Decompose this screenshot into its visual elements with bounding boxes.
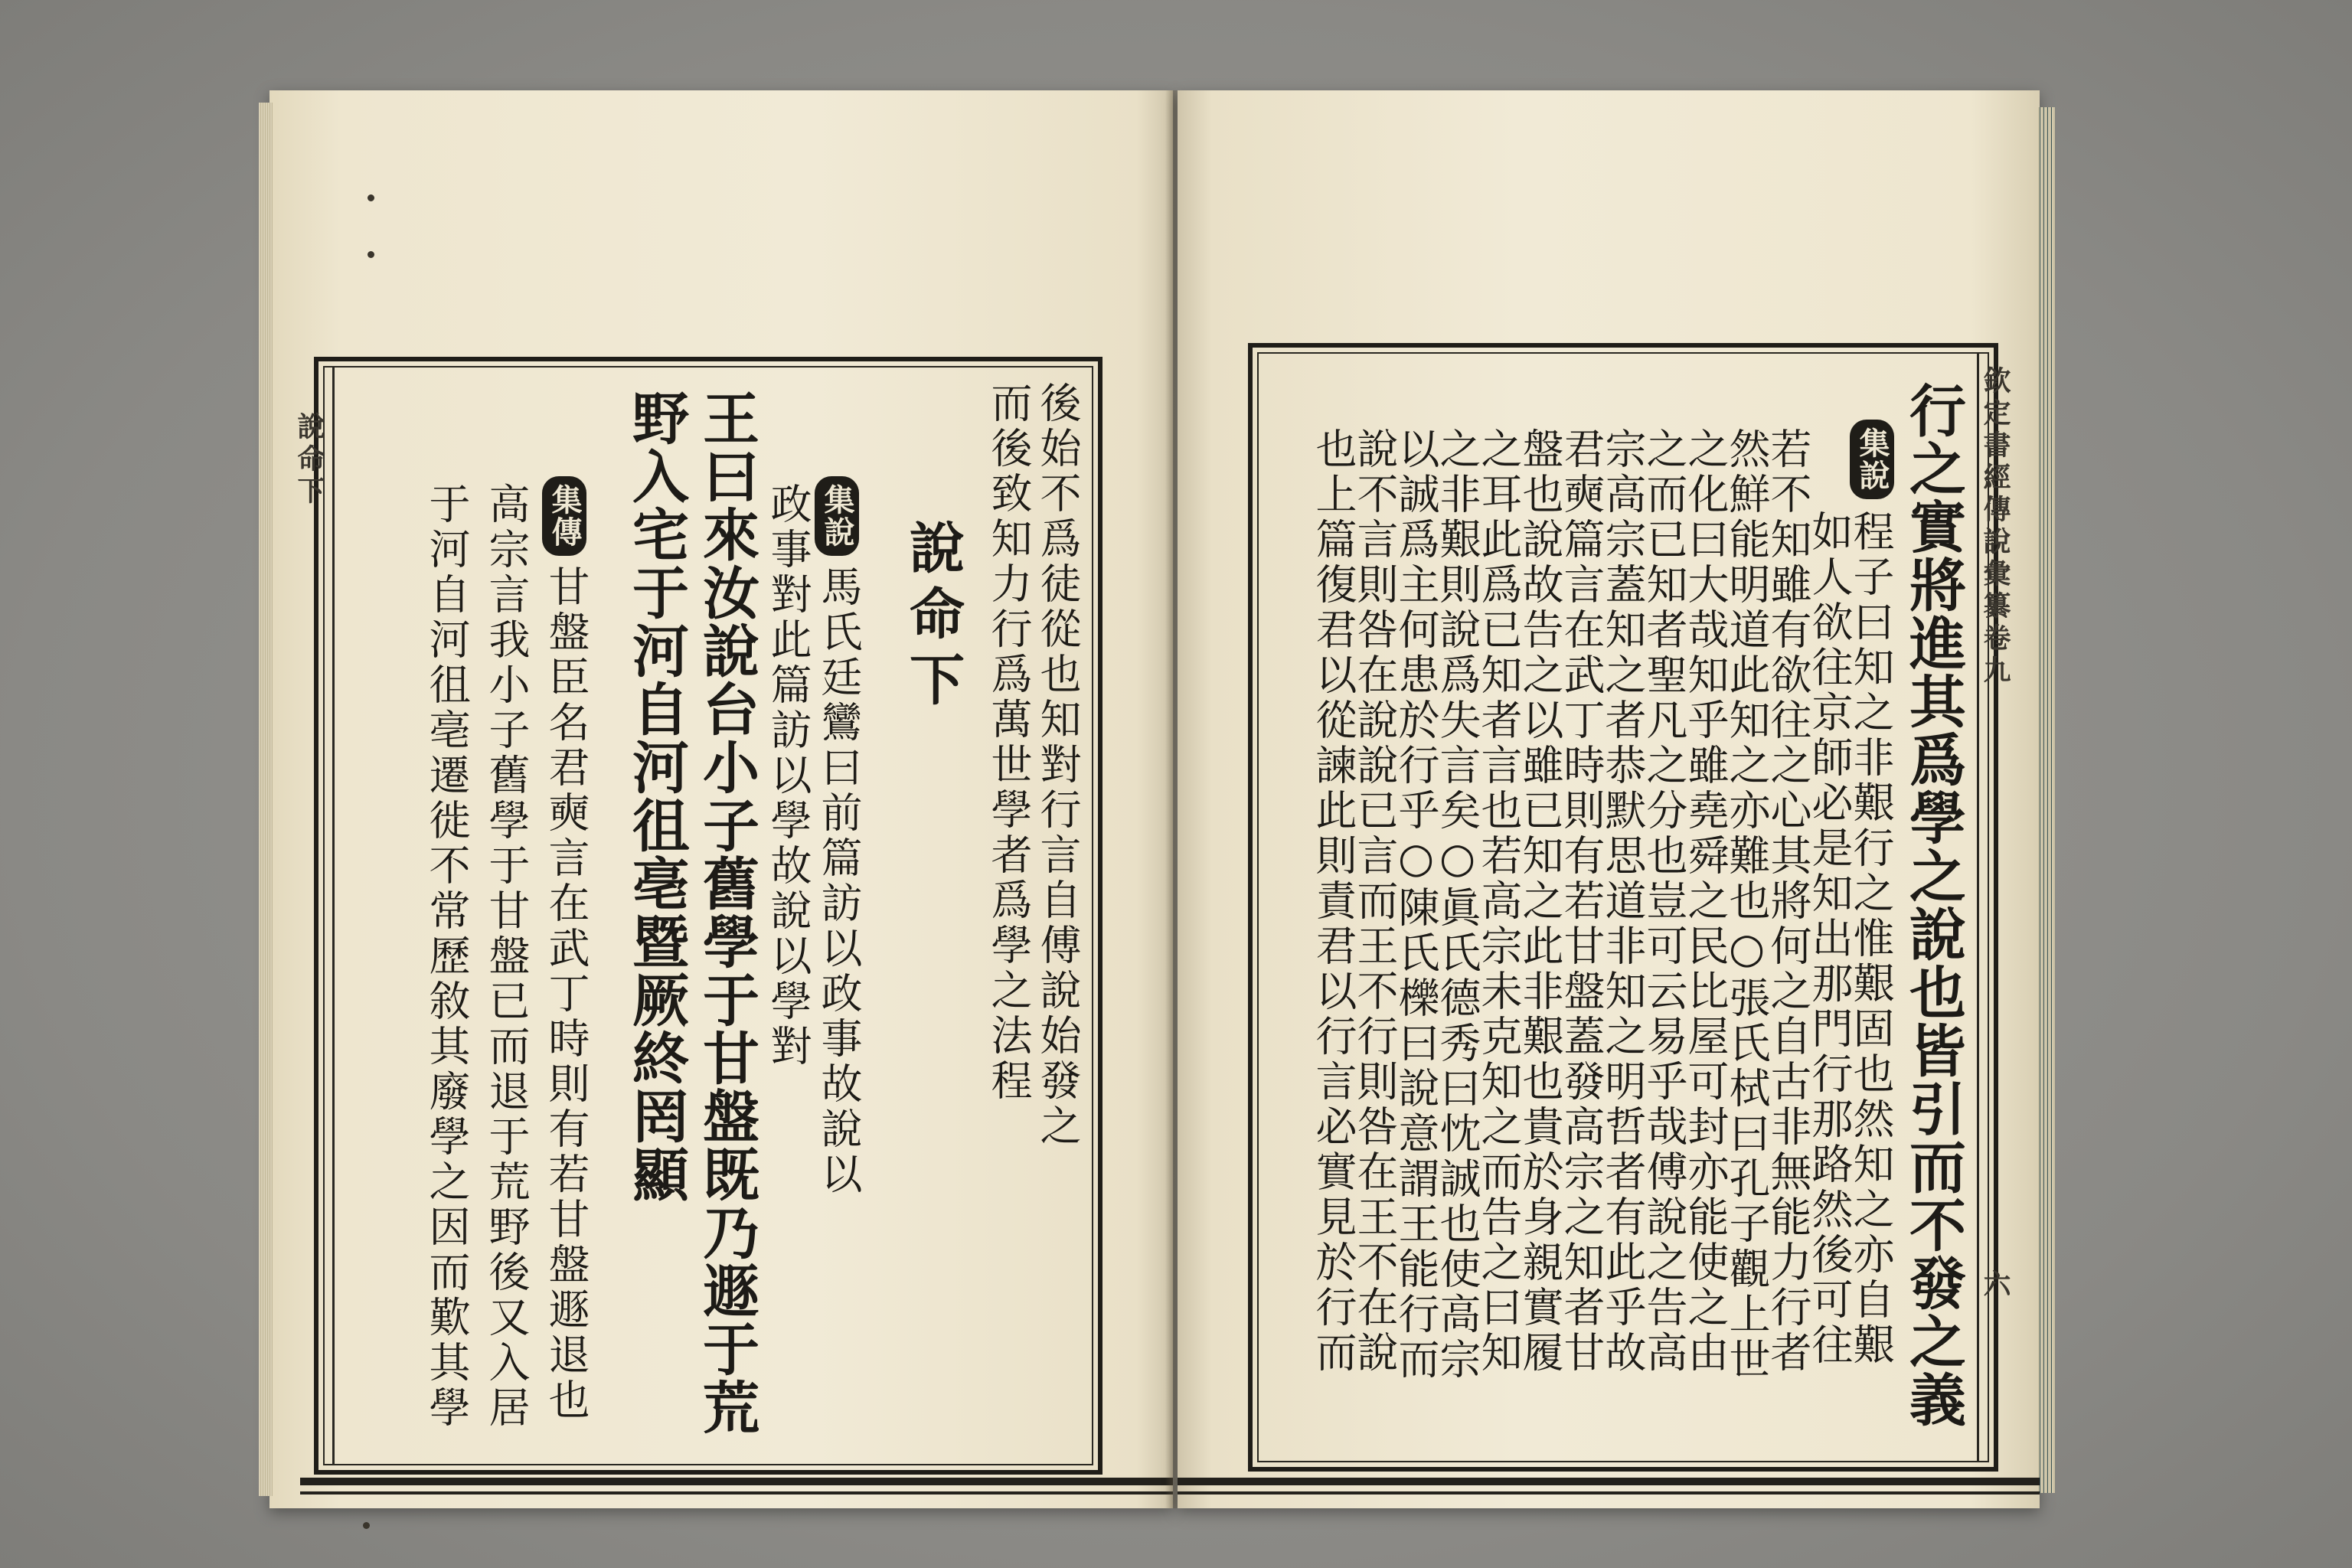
ji-shuo-line: 之非艱則說爲失言矣○眞氏德秀曰忱誠也使高宗 xyxy=(1433,427,1481,1383)
ji-shuo-line: 然鮮能明道此知之亦難也○張氏栻曰孔子觀上世 xyxy=(1723,427,1771,1383)
left-page-edges xyxy=(259,103,273,1496)
binding-hole xyxy=(368,251,374,258)
binding-hole xyxy=(368,194,374,201)
ji-shuo-line: 之耳此爲已知者言也若高宗未克知之而告之曰知 xyxy=(1475,427,1523,1376)
ji-shuo-line: 如人欲往京師必是知出那門行那路然後可往 xyxy=(1805,510,1854,1368)
left-margin-title: 說命下 xyxy=(293,412,325,508)
ji-zhuan-line: 甘盤臣名君奭言在武丁時則有若甘盤遯退也 xyxy=(542,565,590,1423)
ji-shuo-line: 以誠爲主何患於行乎○陳氏櫟曰說意謂王能行而 xyxy=(1392,427,1440,1383)
ji-shuo-line: 政事對此篇訪以學故說以學對 xyxy=(764,482,812,1070)
ji-shuo-line: 也上篇復君以從諫此則責君以行言必實見於行而 xyxy=(1309,427,1357,1376)
left-page xyxy=(270,90,1173,1508)
chapter-heading: 說命下 xyxy=(900,519,965,717)
main-text-line: 行之實將進其爲學之說也皆引而不發之義 xyxy=(1900,381,1966,1429)
main-text-line: 王曰來汝說台小子舊學于甘盤既乃遯于荒 xyxy=(694,389,760,1436)
main-text-line: 野入宅于河自河徂亳暨厥終罔顯 xyxy=(623,389,689,1204)
ji-shuo-line: 之而已知者聖凡之分也豈可云易乎哉傅說之告高 xyxy=(1640,427,1688,1376)
open-book xyxy=(270,90,2040,1508)
right-page xyxy=(1178,90,2040,1508)
right-margin-title: 欽定書經傳說彙纂卷九 xyxy=(1979,366,2011,688)
ji-zhuan-line: 于河自河徂亳遷徙不常歷敘其廢學之因而歎其學 xyxy=(423,482,471,1431)
ji-shuo-line: 盤也說故告之以雖已知之此非艱也貴於身親實履 xyxy=(1516,427,1564,1376)
ji-shuo-line: 君奭篇言在武丁時則有若甘盤蓋發高宗之知者甘 xyxy=(1557,427,1606,1376)
prev-commentary-line: 後始不爲徒從也知對行言自傅說始發之 xyxy=(1034,381,1082,1149)
ji-shuo-line: 若不知雖有欲往之心其將何之自古非無能力行者 xyxy=(1764,427,1812,1376)
right-page-edges xyxy=(2038,107,2055,1493)
page-number: 六 xyxy=(1979,1269,2011,1302)
ji-shuo-badge: 集說 xyxy=(815,476,859,556)
right-base-rule-thin xyxy=(1178,1491,2040,1494)
ji-zhuan-badge: 集傳 xyxy=(542,476,586,556)
prev-commentary-line: 而後致知力行爲萬世學者爲學之法程 xyxy=(985,381,1033,1104)
ji-shuo-line: 之化曰大哉知乎雖堯舜之民比屋可封亦能使之由 xyxy=(1681,427,1730,1376)
left-base-rule-thin xyxy=(300,1491,1173,1494)
ji-shuo-line: 馬氏廷鸞曰前篇訪以政事故說以 xyxy=(815,565,863,1197)
ji-shuo-line: 程子曰知之非艱行之惟艱固也然知之亦自艱 xyxy=(1847,510,1895,1368)
ji-shuo-line: 說不言則咎在說說已言而王不行則咎在王不在說 xyxy=(1351,427,1399,1376)
ji-shuo-badge: 集說 xyxy=(1850,420,1894,499)
margin-rule xyxy=(332,366,335,1465)
binding-hole xyxy=(363,1522,370,1529)
left-base-rule xyxy=(300,1478,1173,1485)
right-base-rule xyxy=(1178,1478,2040,1485)
ji-zhuan-line: 高宗言我小子舊學于甘盤已而退于荒野後又入居 xyxy=(482,482,531,1431)
ji-shuo-line: 宗高宗蓋知之者恭默思道非知之明哲者有此乎故 xyxy=(1599,427,1647,1376)
